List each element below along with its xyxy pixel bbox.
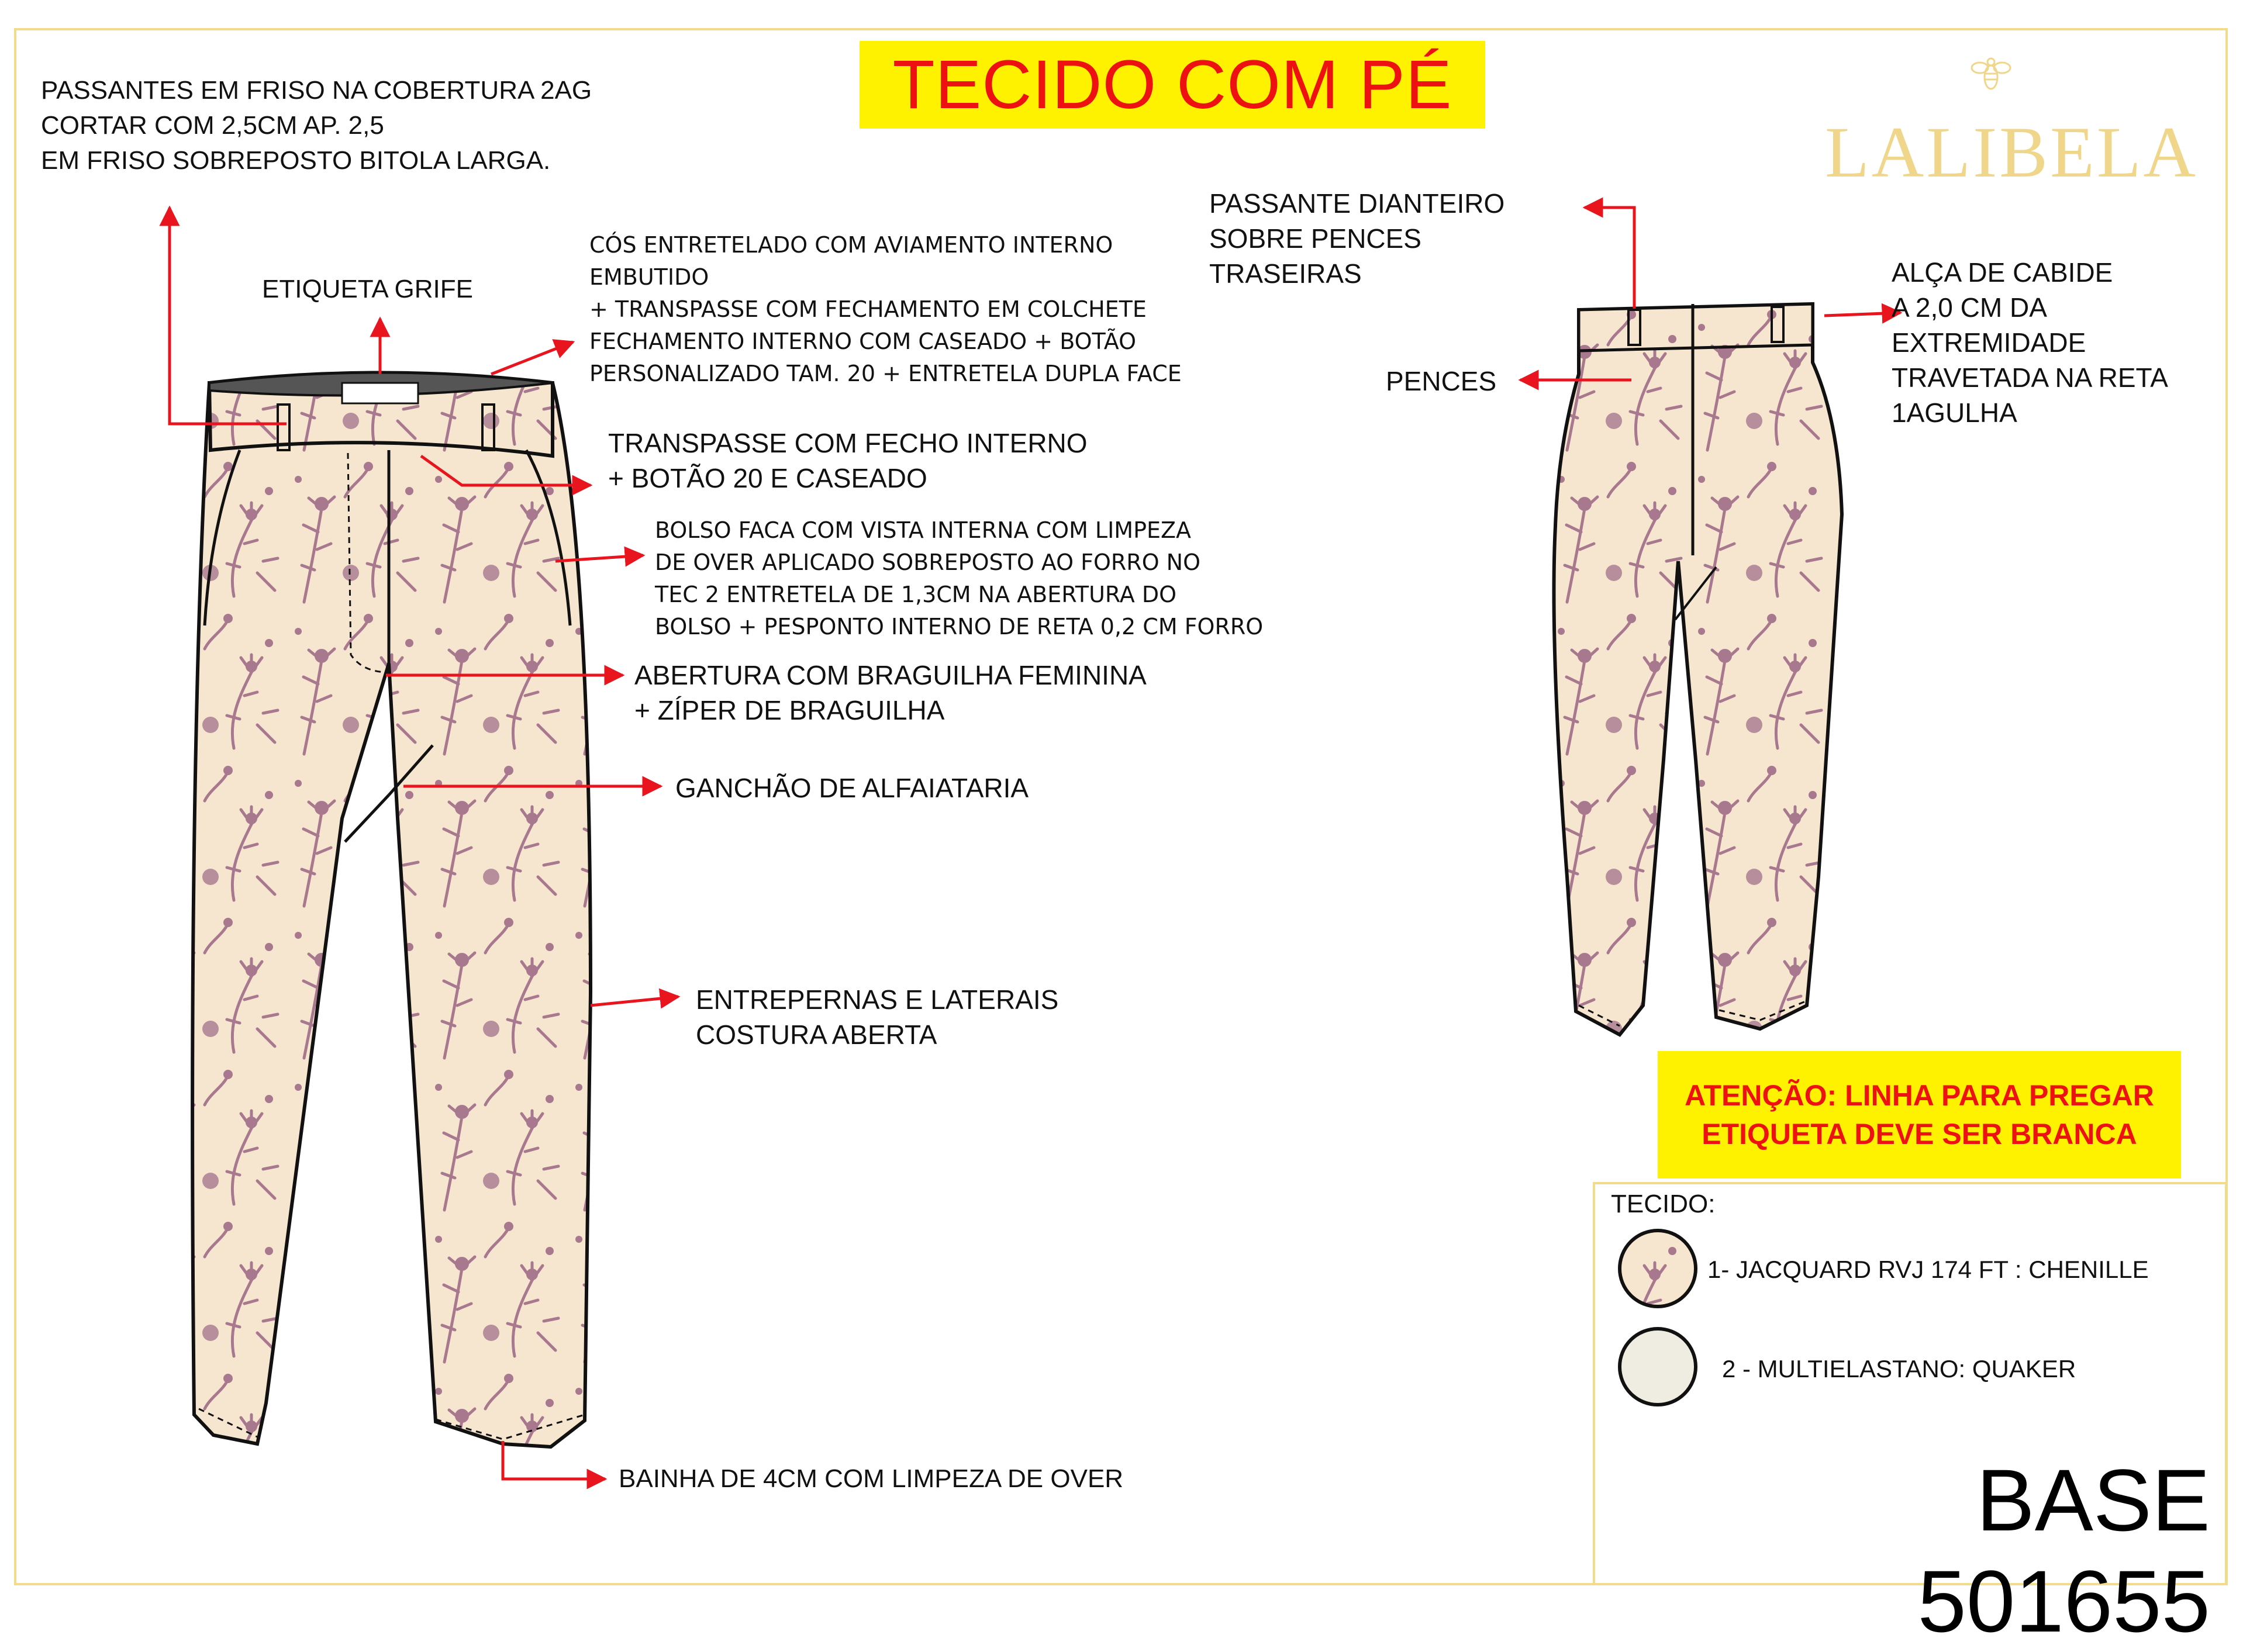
front-pants-body: [192, 383, 591, 1447]
note-passantes: PASSANTES EM FRISO NA COBERTURA 2AG CORTAR COM 2,5CM AP. 2,5 EM FRISO SOBREPOSTO BITOLA LARGA.: [41, 76, 592, 175]
note-gancho: GANCHÃO DE ALFAIATARIA: [675, 773, 1029, 803]
note-bainha: BAINHA DE 4CM COM LIMPEZA DE OVER: [619, 1464, 1124, 1493]
arrow-passante-dianteiro: [1585, 208, 1634, 309]
note-abertura: ABERTURA COM BRAGUILHA FEMININA + ZÍPER DE BRAGUILHA: [634, 660, 1147, 725]
front-pants: [192, 373, 591, 1447]
note-entrepernas: ENTREPERNAS E LATERAIS COSTURA ABERTA: [696, 984, 1059, 1050]
back-pants-body: [1554, 304, 1842, 1035]
note-etiqueta-grife: ETIQUETA GRIFE: [262, 275, 474, 303]
fabric-heading: TECIDO:: [1611, 1190, 1716, 1218]
note-pences: PENCES: [1386, 366, 1497, 396]
warning-banner: ATENÇÃO: LINHA PARA PREGAR ETIQUETA DEVE SER BRANCA: [1658, 1051, 2181, 1178]
note-cos: CÓS ENTRETELADO COM AVIAMENTO INTERNO EMBUTIDO + TRANSPASSE COM FECHAMENTO EM COLCHETE FECHAMENTO INTERNO COM CASEADO + BOTÃO PERSONALIZADO TAM. 20 + ENTRETELA DUPLA FACE: [589, 232, 1182, 386]
arrow-entrepernas: [591, 997, 678, 1005]
arrow-cos: [491, 342, 573, 374]
back-waistband: [1579, 304, 1813, 351]
fabric-item-multielastano: 2 - MULTIELASTANO: QUAKER: [1722, 1355, 2076, 1383]
base-code: BASE 501655: [1917, 1451, 2210, 1650]
note-passante-dianteiro: PASSANTE DIANTEIRO SOBRE PENCES TRASEIRAS: [1209, 188, 1505, 289]
note-bolso: BOLSO FACA COM VISTA INTERNA COM LIMPEZA DE OVER APLICADO SOBREPOSTO AO FORRO NO TEC 2 ENTRETELA DE 1,3CM NA ABERTURA DO BOLSO + PESPONTO INTERNO DE RETA 0,2 CM FORRO: [655, 517, 1264, 640]
note-alca-cabide: ALÇA DE CABIDE A 2,0 CM DA EXTREMIDADE TRAVETADA NA RETA 1AGULHA: [1892, 257, 2168, 428]
back-pants: [1554, 304, 1842, 1035]
page-title: TECIDO COM PÉ: [892, 46, 1452, 123]
arrow-bainha: [503, 1441, 605, 1479]
brand-logo: LALIBELA: [1824, 112, 2199, 192]
fabric-item-jacquard: 1- JACQUARD RVJ 174 FT : CHENILLE: [1707, 1256, 2149, 1283]
note-transpasse: TRANSPASSE COM FECHO INTERNO + BOTÃO 20 E CASEADO: [608, 428, 1088, 493]
brand-label-tag: [342, 383, 418, 403]
arrow-alca: [1824, 313, 1900, 316]
